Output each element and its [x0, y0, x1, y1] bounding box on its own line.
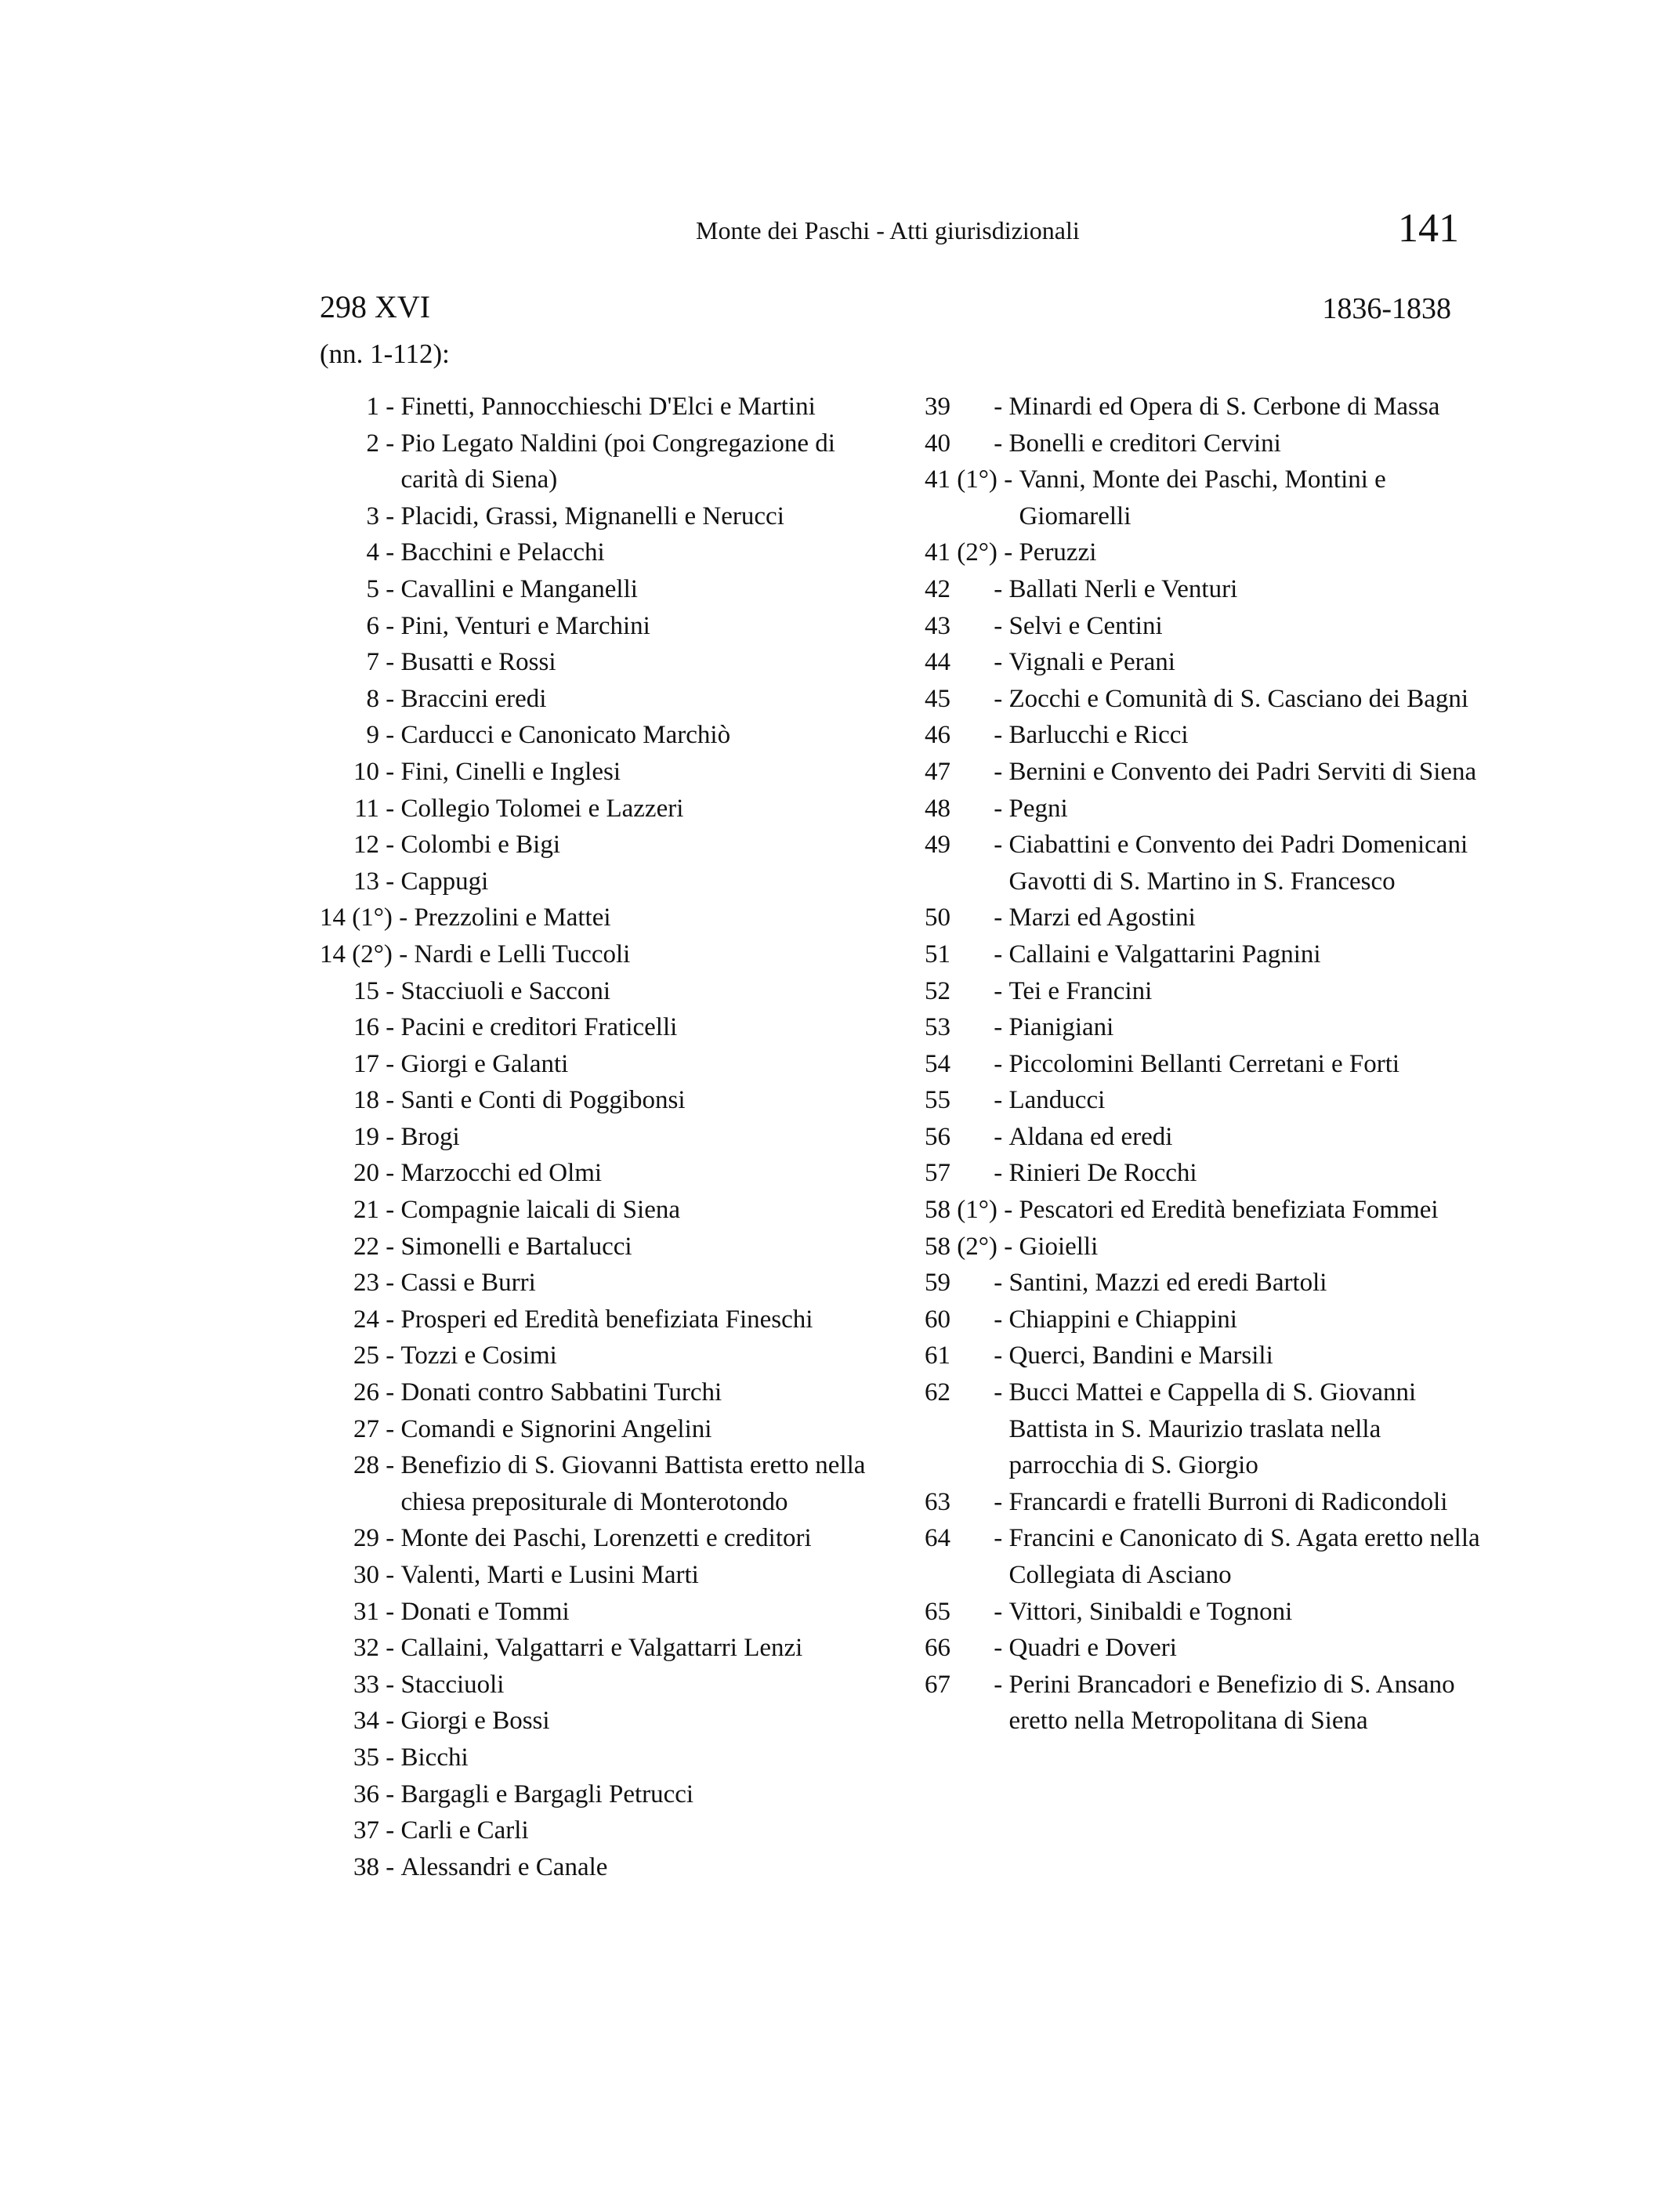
entry-separator: - [379, 1779, 401, 1808]
entry-text: Marzi ed Agostini [1008, 903, 1196, 932]
entry-number: 50 [925, 903, 950, 932]
entry-number: 16 [353, 1013, 379, 1042]
entry-separator: - [379, 1561, 401, 1589]
entry-separator: - [379, 1414, 401, 1443]
entry-text: Valenti, Marti e Lusini Marti [400, 1561, 699, 1589]
list-item [320, 389, 884, 425]
list-item [925, 425, 1489, 462]
entry-separator: - [379, 757, 401, 786]
entry-text: Compagnie laicali di Siena [400, 1196, 680, 1225]
entry-number: 34 [353, 1707, 379, 1736]
entry-number: 40 [925, 429, 950, 458]
entry-number: 12 [353, 831, 379, 860]
list-item [925, 644, 1489, 681]
entry-separator: - [379, 1597, 401, 1626]
entry-text: Bargagli e Bargagli Petrucci [400, 1779, 694, 1808]
list-item [320, 863, 884, 900]
entry-number: 56 [925, 1122, 950, 1151]
entry-number: 31 [353, 1597, 379, 1626]
entry-number: 29 [353, 1524, 379, 1553]
entry-separator: - [987, 393, 1009, 421]
entry-text: Pianigiani [1008, 1013, 1114, 1042]
entry-number: 11 [354, 794, 379, 823]
entry-text: Cavallini e Manganelli [400, 574, 638, 603]
list-item [925, 1630, 1489, 1667]
list-item [320, 1520, 884, 1557]
entry-number: 46 [925, 721, 950, 750]
entry-separator: - [379, 1122, 401, 1151]
list-item [320, 1009, 884, 1046]
entry-number: 20 [353, 1159, 379, 1188]
entry-text: Querci, Bandini e Marsili [1008, 1341, 1273, 1370]
list-item [925, 571, 1489, 608]
entry-text: Ciabattini e Convento dei Padri Domenicani Gavotti di S. Martino in S. Francesco [1008, 831, 1468, 896]
entry-number: 35 [353, 1743, 379, 1772]
list-item [320, 717, 884, 754]
entry-separator: - [379, 1816, 401, 1845]
entry-separator: - [379, 1305, 401, 1334]
list-item [925, 1119, 1489, 1156]
entry-separator: - [379, 1378, 401, 1407]
list-item [320, 644, 884, 681]
entry-separator: - [987, 1341, 1009, 1370]
list-item [320, 1229, 884, 1265]
entry-separator: - [987, 721, 1009, 750]
entry-number: 10 [353, 757, 379, 786]
entry-separator: - [379, 1670, 401, 1699]
entry-text: Bonelli e creditori Cervini [1008, 429, 1281, 458]
list-item [925, 1667, 1489, 1740]
entry-number: 5 [366, 574, 379, 603]
list-item [320, 1812, 884, 1849]
entry-number: 55 [925, 1086, 950, 1115]
list-item [320, 1082, 884, 1119]
entry-number: 15 [353, 976, 379, 1005]
entry-separator: - [987, 429, 1009, 458]
list-item [925, 1192, 1489, 1229]
entry-number: 54 [925, 1049, 950, 1078]
list-item [925, 827, 1489, 900]
entry-text: Ballati Nerli e Venturi [1008, 574, 1238, 603]
entry-separator: - [379, 684, 401, 713]
list-item [320, 973, 884, 1010]
entry-text: Zocchi e Comunità di S. Casciano dei Bagni [1008, 684, 1469, 713]
entry-separator: - [987, 574, 1009, 603]
entry-text: Santini, Mazzi ed eredi Bartoli [1008, 1269, 1327, 1298]
entry-text: Minardi ed Opera di S. Cerbone di Massa [1008, 393, 1440, 421]
entry-separator: - [379, 831, 401, 860]
entry-separator: - [987, 1086, 1009, 1115]
entry-text: Francini e Canonicato di S. Agata eretto nella Collegiata di Asciano [1008, 1524, 1480, 1589]
entry-separator: - [379, 1232, 401, 1261]
list-item [320, 1411, 884, 1448]
entry-text: Benefizio di S. Giovanni Battista eretto nella chiesa prepositurale di Monterotondo [400, 1451, 866, 1516]
entry-text: Quadri e Doveri [1008, 1634, 1177, 1663]
entry-number: 52 [925, 976, 950, 1005]
entry-separator: - [379, 574, 401, 603]
left-column [320, 389, 884, 1885]
entry-text: Perini Brancadori e Benefizio di S. Ansano eretto nella Metropolitana di Siena [1008, 1670, 1455, 1736]
list-item [320, 1265, 884, 1302]
entry-text: Donati contro Sabbatini Turchi [400, 1378, 722, 1407]
list-item [925, 717, 1489, 754]
entry-text: Pacini e creditori Fraticelli [400, 1013, 678, 1042]
list-item [925, 1265, 1489, 1302]
list-item [925, 1082, 1489, 1119]
list-item [925, 608, 1489, 645]
entry-number: 27 [353, 1414, 379, 1443]
entry-number: 30 [353, 1561, 379, 1589]
list-item [320, 571, 884, 608]
entry-separator: - [987, 757, 1009, 786]
entry-text: Pio Legato Naldini (poi Congregazione di carità di Siena) [400, 429, 835, 494]
entry-number: 43 [925, 611, 950, 640]
entry-number: 23 [353, 1269, 379, 1298]
entry-text: Tei e Francini [1008, 976, 1153, 1005]
entry-number: 39 [925, 393, 950, 421]
entry-separator: - [379, 721, 401, 750]
entry-number: 33 [353, 1670, 379, 1699]
entry-text: Busatti e Rossi [400, 648, 556, 677]
list-item [320, 1302, 884, 1338]
list-item [320, 1338, 884, 1374]
entry-number: 4 [366, 538, 379, 567]
entry-separator: - [987, 1049, 1009, 1078]
entry-separator: - [379, 867, 401, 896]
entry-text: Brogi [400, 1122, 460, 1151]
entry-text: Vanni, Monte dei Paschi, Montini e Giomarelli [1019, 465, 1386, 530]
entry-separator: - [987, 831, 1009, 860]
list-item [925, 1009, 1489, 1046]
entry-separator: - [987, 684, 1009, 713]
entry-number: 21 [353, 1196, 379, 1225]
entry-text: Carducci e Canonicato Marchiò [400, 721, 731, 750]
entry-separator: - [987, 1670, 1009, 1699]
list-item [320, 1849, 884, 1886]
list-item [925, 1374, 1489, 1484]
list-item [925, 973, 1489, 1010]
entry-number: 44 [925, 648, 950, 677]
list-item [320, 681, 884, 718]
entry-separator: - [379, 1086, 401, 1115]
entry-text: Pegni [1008, 794, 1068, 823]
entry-separator: - [987, 1305, 1009, 1334]
entry-text: Cassi e Burri [400, 1269, 536, 1298]
list-item [320, 1740, 884, 1776]
entry-text: Callaini e Valgattarini Pagnini [1008, 940, 1321, 968]
entry-separator: - [392, 940, 415, 968]
entry-number: 18 [353, 1086, 379, 1115]
entry-text: Alessandri e Canale [400, 1852, 608, 1881]
entry-separator: - [987, 1597, 1009, 1626]
list-item [925, 1338, 1489, 1374]
entry-number: 42 [925, 574, 950, 603]
entry-separator: - [379, 611, 401, 640]
entry-separator: - [987, 1269, 1009, 1298]
entry-text: Gioielli [1019, 1232, 1099, 1261]
entry-separator: - [997, 1196, 1019, 1225]
entry-text: Monte dei Paschi, Lorenzetti e creditori [400, 1524, 812, 1553]
list-item [320, 1630, 884, 1667]
entry-text: Landucci [1008, 1086, 1106, 1115]
page-number: 141 [1398, 206, 1459, 251]
entry-number: 41 (1°) [925, 465, 998, 494]
entry-text: Pescatori ed Eredità benefiziata Fommei [1019, 1196, 1439, 1225]
entry-separator: - [379, 1049, 401, 1078]
entry-text: Peruzzi [1019, 538, 1097, 567]
entry-text: Aldana ed eredi [1008, 1122, 1173, 1151]
entry-separator: - [379, 1524, 401, 1553]
entry-number: 45 [925, 684, 950, 713]
entry-text: Giorgi e Galanti [400, 1049, 569, 1078]
entry-separator: - [987, 1634, 1009, 1663]
entry-text: Stacciuoli e Sacconi [400, 976, 611, 1005]
entry-separator: - [987, 611, 1009, 640]
list-item [925, 791, 1489, 827]
entry-separator: - [379, 1743, 401, 1772]
list-item [925, 681, 1489, 718]
entry-text: Prosperi ed Eredità benefiziata Fineschi [400, 1305, 813, 1334]
entry-separator: - [379, 1269, 401, 1298]
list-item [925, 1484, 1489, 1521]
entry-number: 60 [925, 1305, 950, 1334]
list-item [925, 754, 1489, 791]
entry-number: 13 [353, 867, 379, 896]
entry-number: 17 [353, 1049, 379, 1078]
entry-number: 65 [925, 1597, 950, 1626]
entry-number: 61 [925, 1341, 950, 1370]
entry-separator: - [987, 976, 1009, 1005]
entry-number: 8 [366, 684, 379, 713]
entry-number: 49 [925, 831, 950, 860]
list-item [925, 1594, 1489, 1631]
entry-separator: - [987, 1122, 1009, 1151]
entry-number: 14 (1°) [320, 903, 393, 932]
entry-text: Bernini e Convento dei Padri Serviti di Siena [1008, 757, 1477, 786]
list-item [320, 1557, 884, 1594]
list-item [320, 827, 884, 863]
entry-text: Nardi e Lelli Tuccoli [414, 940, 631, 968]
entry-separator: - [997, 538, 1019, 567]
entry-text: Comandi e Signorini Angelini [400, 1414, 712, 1443]
entry-text: Piccolomini Bellanti Cerretani e Forti [1008, 1049, 1400, 1078]
entry-separator: - [379, 1159, 401, 1188]
entry-separator: - [987, 1378, 1009, 1407]
list-item [925, 1302, 1489, 1338]
entry-separator: - [987, 794, 1009, 823]
list-item [320, 608, 884, 645]
list-item [320, 900, 884, 936]
entry-separator: - [997, 1232, 1019, 1261]
entry-text: Fini, Cinelli e Inglesi [400, 757, 621, 786]
entry-number: 25 [353, 1341, 379, 1370]
list-item [320, 425, 884, 498]
entry-separator: - [379, 794, 401, 823]
entry-separator: - [987, 940, 1009, 968]
entry-number: 3 [366, 501, 379, 530]
entry-number: 59 [925, 1269, 950, 1298]
list-item [320, 754, 884, 791]
entry-number: 2 [366, 429, 379, 458]
entry-separator: - [987, 1013, 1009, 1042]
entry-text: Marzocchi ed Olmi [400, 1159, 603, 1188]
entry-text: Carli e Carli [400, 1816, 529, 1845]
list-item [320, 1155, 884, 1192]
entry-separator: - [379, 538, 401, 567]
entry-separator: - [379, 1196, 401, 1225]
volume-id: 298 XVI [320, 289, 431, 324]
list-item [925, 900, 1489, 936]
entry-text: Donati e Tommi [400, 1597, 570, 1626]
entry-separator: - [379, 393, 401, 421]
list-item [320, 936, 884, 973]
entry-text: Selvi e Centini [1008, 611, 1163, 640]
entry-number: 64 [925, 1524, 950, 1553]
entry-number: 7 [366, 648, 379, 677]
entry-separator: - [379, 1013, 401, 1042]
entry-separator: - [379, 429, 401, 458]
entry-text: Cappugi [400, 867, 489, 896]
entry-separator: - [379, 501, 401, 530]
list-item [320, 534, 884, 571]
entry-number: 37 [353, 1816, 379, 1845]
entry-separator: - [379, 1341, 401, 1370]
entry-text: Braccini eredi [400, 684, 547, 713]
entry-separator: - [987, 1159, 1009, 1188]
entry-number: 9 [366, 721, 379, 750]
entry-separator: - [379, 1707, 401, 1736]
entry-text: Francardi e fratelli Burroni di Radicondoli [1008, 1487, 1448, 1516]
entry-number: 28 [353, 1451, 379, 1480]
entry-number: 36 [353, 1779, 379, 1808]
entry-separator: - [379, 1852, 401, 1881]
list-item [320, 1667, 884, 1703]
entry-text: Bicchi [400, 1743, 469, 1772]
entry-text: Bucci Mattei e Cappella di S. Giovanni Battista in S. Maurizio traslata nella parrocchia di S. Giorgio [1008, 1378, 1417, 1480]
entry-number: 41 (2°) [925, 538, 998, 567]
entry-text: Giorgi e Bossi [400, 1707, 550, 1736]
list-item [925, 1155, 1489, 1192]
entry-text: Tozzi e Cosimi [400, 1341, 557, 1370]
entry-text: Vignali e Perani [1008, 648, 1175, 677]
list-item [925, 1520, 1489, 1593]
entry-number: 32 [353, 1634, 379, 1663]
entry-separator: - [379, 1634, 401, 1663]
entry-number: 38 [353, 1852, 379, 1881]
entry-text: Prezzolini e Mattei [414, 903, 611, 932]
entry-separator: - [987, 1487, 1009, 1516]
entry-number: 62 [925, 1378, 950, 1407]
list-item [320, 1374, 884, 1411]
entry-text: Collegio Tolomei e Lazzeri [400, 794, 684, 823]
entry-separator: - [379, 1451, 401, 1480]
entry-text: Pini, Venturi e Marchini [400, 611, 650, 640]
entry-text: Stacciuoli [400, 1670, 505, 1699]
volume-dates: 1836-1838 [1322, 292, 1451, 325]
entry-number: 51 [925, 940, 950, 968]
entry-number: 66 [925, 1634, 950, 1663]
list-item [320, 1447, 884, 1520]
entry-number: 48 [925, 794, 950, 823]
list-item [320, 791, 884, 827]
entry-number: 22 [353, 1232, 379, 1261]
entry-number: 6 [366, 611, 379, 640]
list-item [320, 1046, 884, 1083]
entry-separator: - [987, 1524, 1009, 1553]
list-item [320, 1703, 884, 1740]
entry-separator: - [379, 648, 401, 677]
entry-number: 63 [925, 1487, 950, 1516]
entry-text: Callaini, Valgattarri e Valgattarri Lenzi [400, 1634, 803, 1663]
entry-number: 67 [925, 1670, 950, 1699]
entry-text: Simonelli e Bartalucci [400, 1232, 632, 1261]
volume-range: (nn. 1-112): [320, 339, 450, 369]
list-item [925, 389, 1489, 425]
list-item [925, 1229, 1489, 1265]
entry-number: 53 [925, 1013, 950, 1042]
list-item [925, 1046, 1489, 1083]
list-item [925, 534, 1489, 571]
entry-number: 47 [925, 757, 950, 786]
entry-separator: - [997, 465, 1019, 494]
entry-text: Placidi, Grassi, Mignanelli e Nerucci [400, 501, 784, 530]
list-item [320, 498, 884, 535]
entry-number: 26 [353, 1378, 379, 1407]
entry-text: Vittori, Sinibaldi e Tognoni [1008, 1597, 1293, 1626]
entry-text: Santi e Conti di Poggibonsi [400, 1086, 686, 1115]
right-column [925, 389, 1489, 1740]
entry-text: Colombi e Bigi [400, 831, 561, 860]
running-header: Monte dei Paschi - Atti giurisdizionali [696, 216, 1080, 244]
list-item [925, 462, 1489, 534]
list-item [320, 1594, 884, 1631]
entry-number: 14 (2°) [320, 940, 393, 968]
entry-separator: - [392, 903, 415, 932]
entry-separator: - [987, 903, 1009, 932]
entry-number: 58 (2°) [925, 1232, 998, 1261]
entry-text: Chiappini e Chiappini [1008, 1305, 1237, 1334]
list-item [320, 1119, 884, 1156]
entry-number: 58 (1°) [925, 1196, 998, 1225]
entry-text: Finetti, Pannocchieschi D'Elci e Martini [400, 393, 816, 421]
entry-text: Barlucchi e Ricci [1008, 721, 1189, 750]
entry-number: 57 [925, 1159, 950, 1188]
entry-number: 19 [353, 1122, 379, 1151]
list-item [320, 1776, 884, 1813]
entry-text: Rinieri De Rocchi [1008, 1159, 1197, 1188]
entry-separator: - [379, 976, 401, 1005]
entry-separator: - [987, 648, 1009, 677]
entry-number: 1 [366, 393, 379, 421]
entry-text: Bacchini e Pelacchi [400, 538, 605, 567]
entry-number: 24 [353, 1305, 379, 1334]
list-item [320, 1192, 884, 1229]
list-item [925, 936, 1489, 973]
